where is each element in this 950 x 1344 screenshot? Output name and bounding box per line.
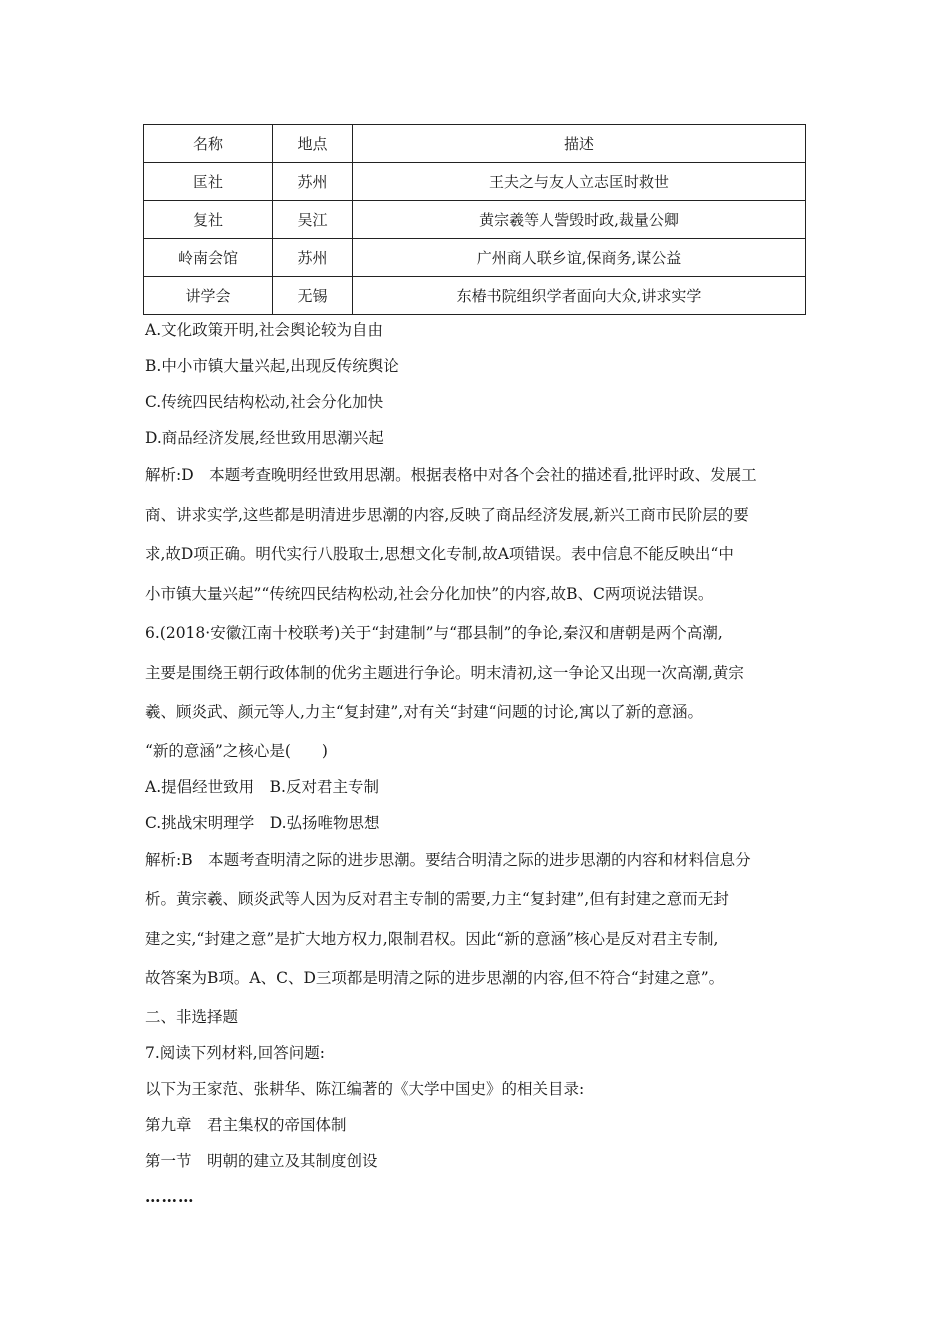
table-cell: 苏州 <box>273 163 353 201</box>
table-header-row <box>144 125 806 163</box>
table-row <box>144 239 806 277</box>
analysis-line: 故答案为B项。A、C、D三项都是明清之际的进步思潮的内容,但不符合“封建之意”。 <box>145 969 725 987</box>
q6-stem-end <box>145 733 813 769</box>
section-heading: 二、非选择题 <box>145 1007 239 1026</box>
q6-options <box>145 769 813 841</box>
analysis-line: 商、讲求实学,这些都是明清进步思潮的内容,反映了商品经济发展,新兴工商市民阶层的要 <box>145 505 749 524</box>
option-c: C.传统四民结构松动,社会分化加快 <box>145 393 384 411</box>
option-line: C.挑战宋明理学 D.弘扬唯物思想 <box>145 813 380 832</box>
question-line: “新的意涵”之核心是( ) <box>145 741 328 760</box>
table-header-cell: 地点 <box>273 125 353 163</box>
question-line: 羲、顾炎武、颜元等人,力主“复封建”,对有关“封建“问题的讨论,寓以了新的意涵。 <box>145 703 703 721</box>
table-row <box>144 201 806 239</box>
question-line: 7.阅读下列材料,回答问题: <box>145 1043 325 1062</box>
table-cell: 岭南会馆 <box>144 239 273 277</box>
chapter-line: 第九章 君主集权的帝国体制 <box>145 1115 347 1134</box>
table-cell: 苏州 <box>273 239 353 277</box>
table-cell: 匡社 <box>144 163 273 201</box>
option-a: A.文化政策开明,社会舆论较为自由 <box>145 321 384 339</box>
option-d: D.商品经济发展,经世致用思潮兴起 <box>145 429 384 447</box>
table-cell: 无锡 <box>273 277 353 315</box>
option-b: B.中小市镇大量兴起,出现反传统舆论 <box>145 357 399 375</box>
document-body <box>145 312 813 1215</box>
table-cell: 王夫之与友人立志匡时救世 <box>353 163 806 201</box>
table-row <box>144 277 806 315</box>
analysis-line: 解析:D 本题考查晚明经世致用思潮。根据表格中对各个会社的描述看,批评时政、发展工 <box>145 466 757 484</box>
question-line: 主要是围绕王朝行政体制的优劣主题进行争论。明末清初,这一争论又出现一次高潮,黄宗 <box>145 663 744 682</box>
table-cell: 复社 <box>144 201 273 239</box>
section-2 <box>145 999 813 1215</box>
table-cell: 东椿书院组织学者面向大众,讲求实学 <box>353 277 806 315</box>
analysis-line: 解析:B 本题考查明清之际的进步思潮。要结合明清之际的进步思潮的内容和材料信息分 <box>145 850 751 869</box>
ellipsis: ……… <box>145 1186 195 1206</box>
table-cell: 讲学会 <box>144 277 273 315</box>
table-cell: 吴江 <box>273 201 353 239</box>
table-header-cell: 名称 <box>144 125 273 163</box>
analysis-line: 求,故D项正确。明代实行八股取士,思想文化专制,故A项错误。表中信息不能反映出“中 <box>145 545 734 563</box>
table-cell: 广州商人联乡谊,保商务,谋公益 <box>353 239 806 277</box>
option-line: A.提倡经世致用 B.反对君主专制 <box>145 777 379 796</box>
material-line: 以下为王家范、张耕华、陈江编著的《大学中国史》的相关目录: <box>145 1079 585 1098</box>
analysis-line: 小市镇大量兴起”“传统四民结构松动,社会分化加快”的内容,故B、C两项说法错误。 <box>145 584 714 603</box>
table-cell: 黄宗羲等人訾毁时政,裁量公卿 <box>353 201 806 239</box>
section-line: 第一节 明朝的建立及其制度创设 <box>145 1151 378 1170</box>
question-line: 6.(2018·安徽江南十校联考)关于“封建制”与“郡县制”的争论,秦汉和唐朝是两个高潮, <box>145 624 723 642</box>
q5-options <box>145 312 813 456</box>
analysis-line: 析。黄宗羲、顾炎武等人因为反对君主专制的需要,力主“复封建”,但有封建之意而无封 <box>145 890 729 908</box>
q6-analysis <box>145 841 813 999</box>
q5-analysis <box>145 456 813 614</box>
table-row <box>144 163 806 201</box>
table-header-cell: 描述 <box>353 125 806 163</box>
analysis-line: 建之实,“封建之意”是扩大地方权力,限制君权。因此“新的意涵”核心是反对君主专制, <box>145 929 719 948</box>
society-table <box>143 124 806 315</box>
q6-stem <box>145 614 813 733</box>
